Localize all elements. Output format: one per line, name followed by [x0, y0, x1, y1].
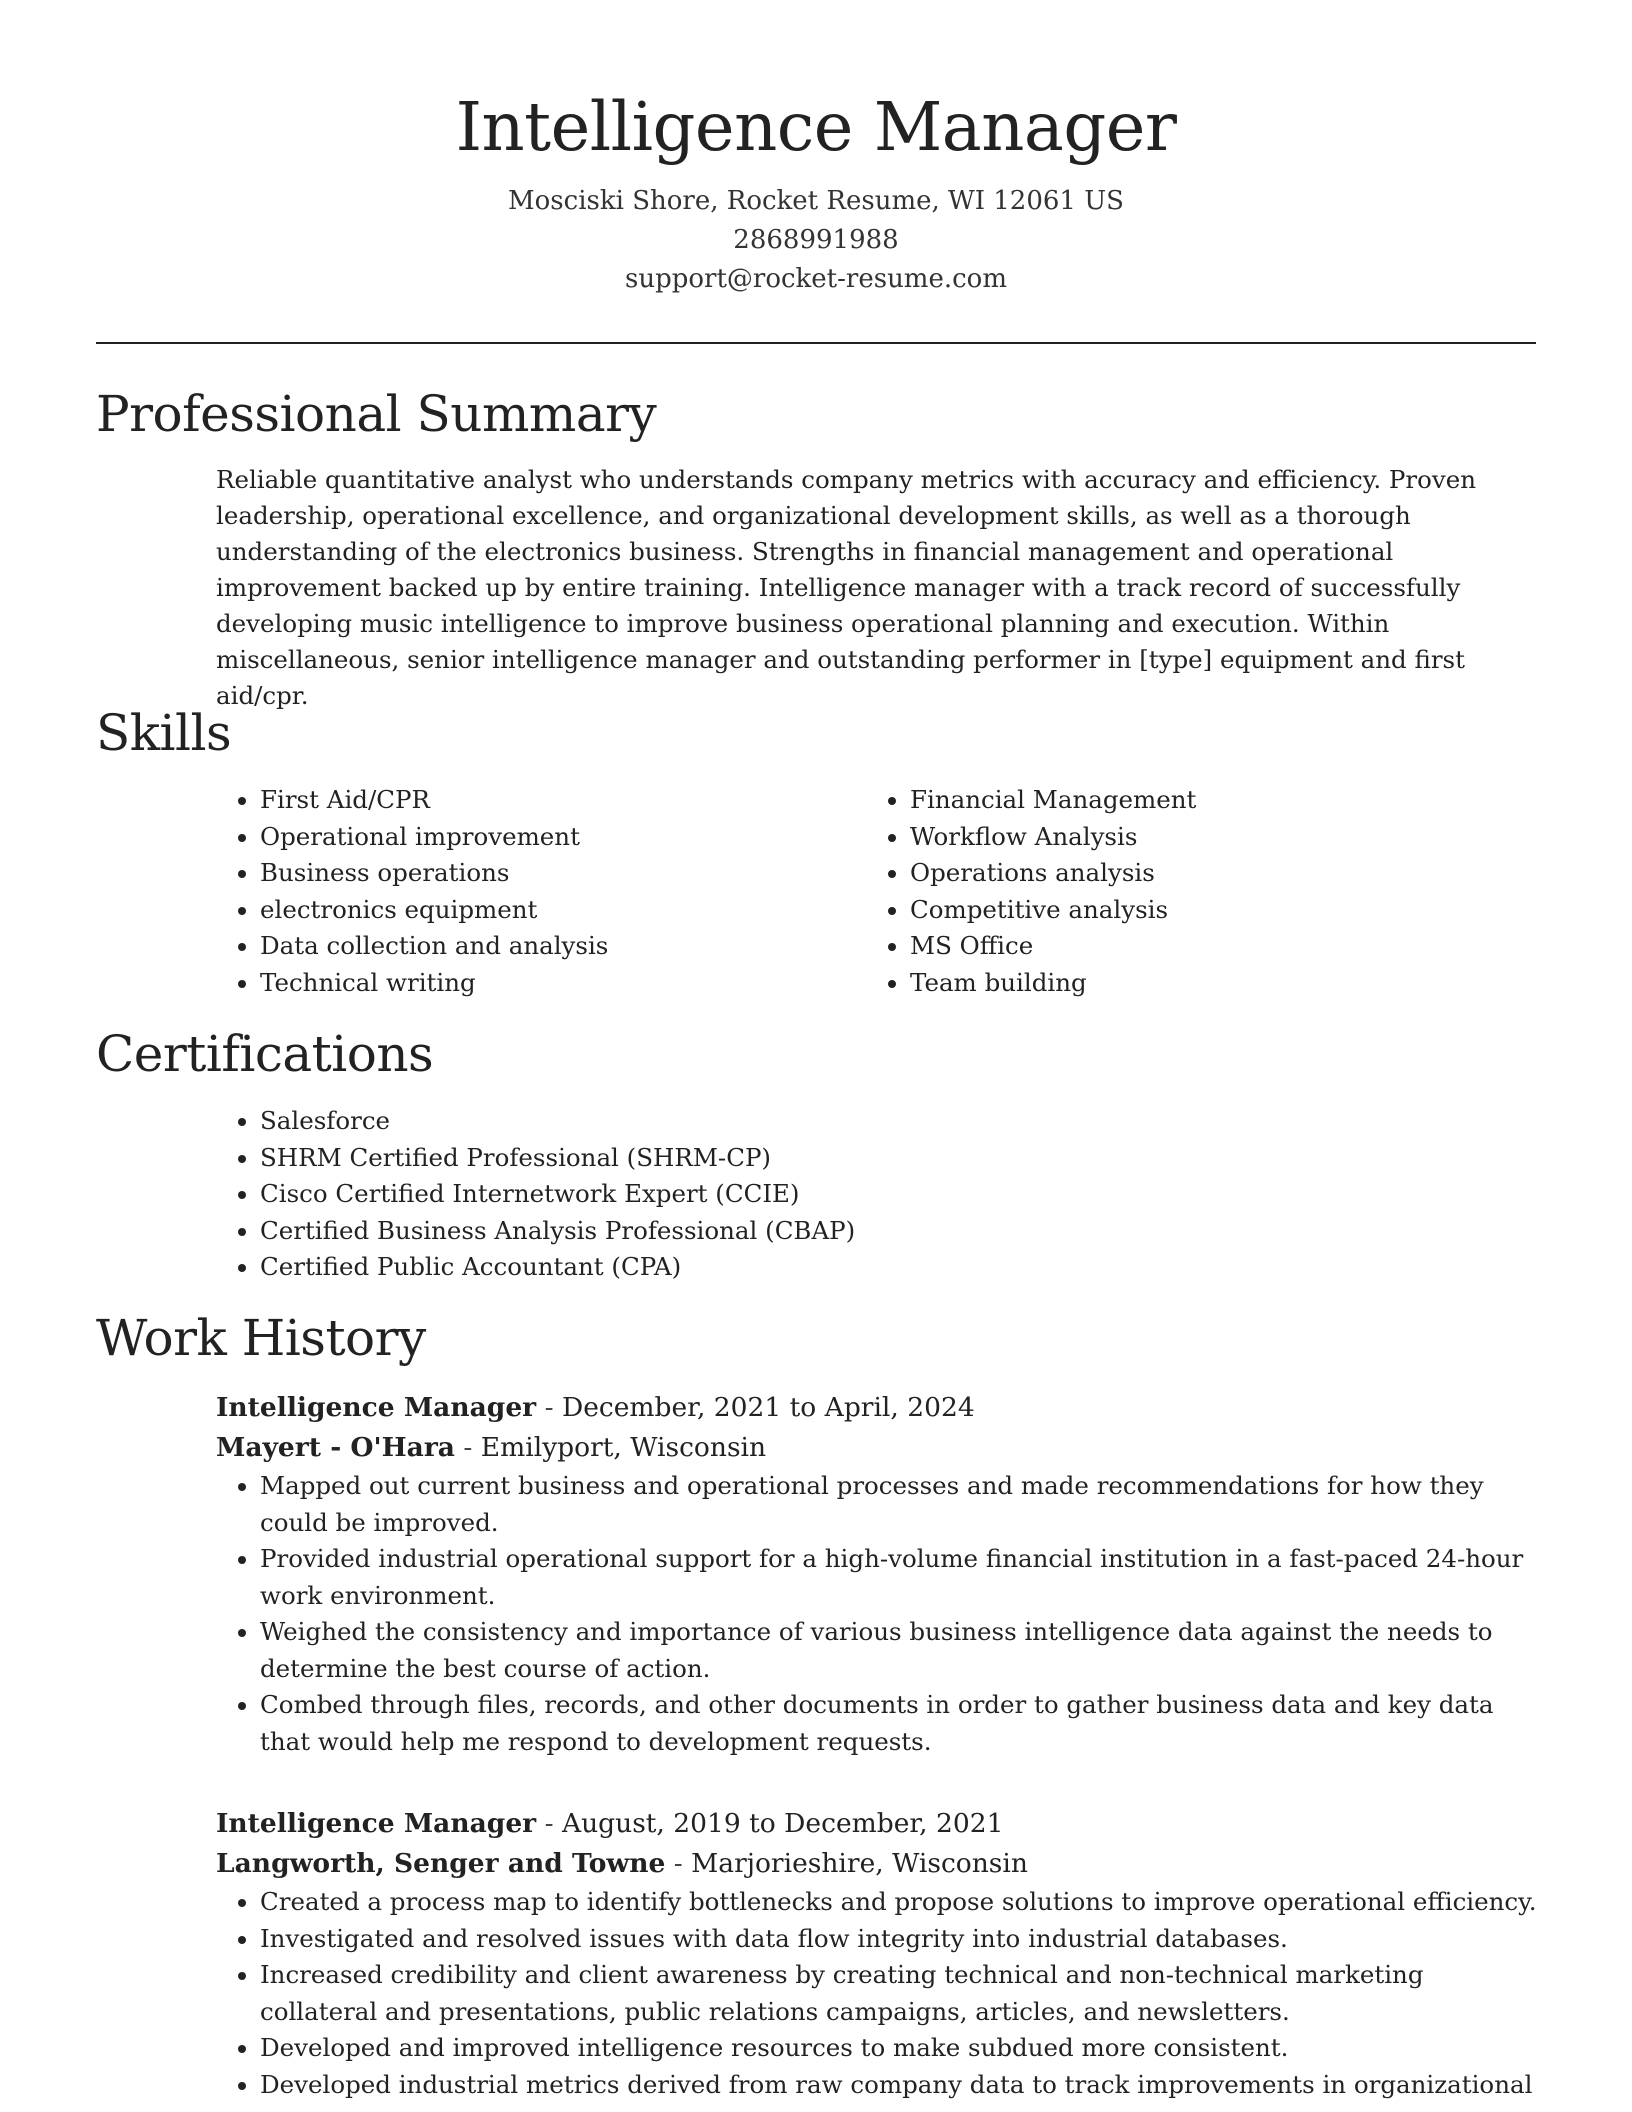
skill-item: • Business operations — [260, 855, 608, 892]
skill-item: • Workflow Analysis — [910, 819, 1196, 856]
job-bullet: • Developed industrial metrics derived from raw company data to track improvements in organizational — [260, 2067, 1538, 2104]
contact-block — [96, 182, 1536, 299]
certification-item: • Certified Business Analysis Professional (CBAP) — [260, 1213, 855, 1250]
job-bullets — [216, 1468, 1538, 1760]
certification-item: • Salesforce — [260, 1103, 855, 1140]
job-bullet: • Created a process map to identify bottlenecks and propose solutions to improve operational efficiency. — [260, 1884, 1538, 1921]
work-history-title: Work History — [96, 1309, 426, 1367]
job-bullet: • Mapped out current business and operational processes and made recommendations for how they could be improved. — [260, 1468, 1538, 1541]
job-entry — [216, 1804, 1538, 2103]
job-bullet: • Developed and improved intelligence resources to make subdued more consistent. — [260, 2030, 1538, 2067]
job-company-line — [216, 1428, 1538, 1468]
skill-item: • MS Office — [910, 928, 1196, 965]
job-company: Langworth, Senger and Towne — [216, 1848, 666, 1879]
job-bullets — [216, 1884, 1538, 2103]
job-entry — [216, 1388, 1538, 1760]
job-separator: - — [536, 1808, 562, 1839]
certification-item: • Certified Public Accountant (CPA) — [260, 1249, 855, 1286]
skill-item: • Team building — [910, 965, 1196, 1002]
job-bullet: • Increased credibility and client awareness by creating technical and non-technical marketing collateral and presentations, public relations campaigns, articles, and newsletters. — [260, 1957, 1538, 2030]
job-separator: - — [536, 1392, 562, 1423]
certifications-block — [216, 1103, 855, 1286]
skill-item: • Technical writing — [260, 965, 608, 1002]
skill-item: • Operational improvement — [260, 819, 608, 856]
job-location: Marjorieshire, Wisconsin — [691, 1848, 1028, 1879]
skills-column-left — [216, 782, 608, 1001]
skill-item: • Data collection and analysis — [260, 928, 608, 965]
header-divider — [96, 342, 1536, 344]
job-bullet: • Provided industrial operational support for a high-volume financial institution in a fast-paced 24-hour work environment. — [260, 1541, 1538, 1614]
job-bullet: • Investigated and resolved issues with data flow integrity into industrial databases. — [260, 1921, 1538, 1958]
job-location: Emilyport, Wisconsin — [480, 1432, 767, 1463]
summary-title: Professional Summary — [96, 385, 657, 443]
job-role-line — [216, 1804, 1538, 1844]
skill-item: • Financial Management — [910, 782, 1196, 819]
skills-list-left — [216, 782, 608, 1001]
job-bullet: • Weighed the consistency and importance of various business intelligence data against the needs to determine the best course of action. — [260, 1614, 1538, 1687]
job-role: Intelligence Manager — [216, 1392, 537, 1423]
job-separator: - — [454, 1432, 481, 1463]
resume-header — [96, 82, 1536, 299]
skill-item: • electronics equipment — [260, 892, 608, 929]
job-role: Intelligence Manager — [216, 1808, 537, 1839]
skills-column-right — [866, 782, 1196, 1001]
skill-item: • Operations analysis — [910, 855, 1196, 892]
skills-list-right — [866, 782, 1196, 1001]
skill-item: • First Aid/CPR — [260, 782, 608, 819]
job-separator: - — [665, 1848, 692, 1879]
candidate-name: Intelligence Manager — [455, 88, 1177, 166]
contact-phone: 2868991988 — [733, 225, 899, 255]
summary-text: Reliable quantitative analyst who understands company metrics with accuracy and efficiency. Proven leadership, operational excellence, and organizational development skills, as well as a thorough understanding of the electronics business. Strengths in financial management and operational improvement backed up by entire training. Intelligence manager with a track record of successfully developing music intelligence to improve business operational planning and execution. Within miscellaneous, senior intelligence manager and outstanding performer in [type] equipment and first aid/cpr. — [216, 465, 1476, 710]
certifications-list — [216, 1103, 855, 1286]
job-company-line — [216, 1844, 1538, 1884]
job-role-line — [216, 1388, 1538, 1428]
job-company: Mayert - O'Hara — [216, 1432, 455, 1463]
contact-email: support@rocket-resume.com — [624, 264, 1007, 294]
job-dates: December, 2021 to April, 2024 — [561, 1392, 975, 1423]
certification-item: • SHRM Certified Professional (SHRM-CP) — [260, 1140, 855, 1177]
skills-title: Skills — [96, 704, 232, 762]
certifications-title: Certifications — [96, 1025, 434, 1083]
job-bullet: • Combed through files, records, and other documents in order to gather business data and key data that would help me respond to development requests. — [260, 1687, 1538, 1760]
job-dates: August, 2019 to December, 2021 — [561, 1808, 1004, 1839]
skill-item: • Competitive analysis — [910, 892, 1196, 929]
certification-item: • Cisco Certified Internetwork Expert (CCIE) — [260, 1176, 855, 1213]
contact-address: Mosciski Shore, Rocket Resume, WI 12061 US — [508, 186, 1124, 216]
